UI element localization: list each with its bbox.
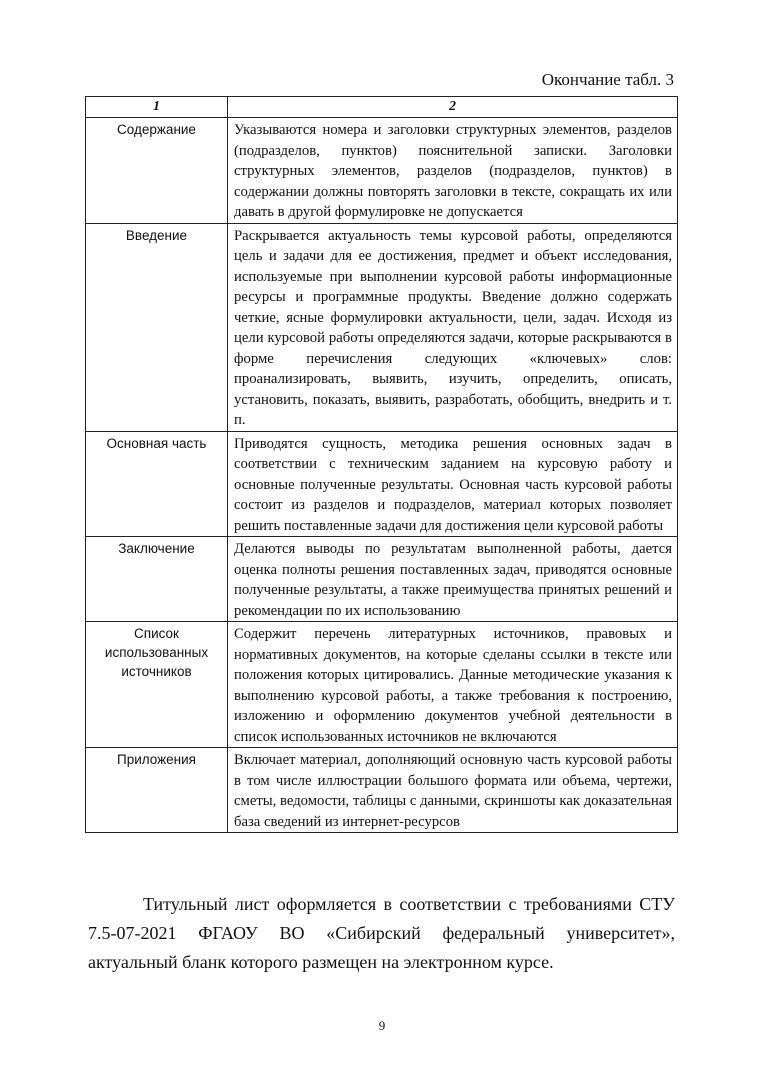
column-header: 2: [228, 97, 678, 118]
section-description: Содержит перечень литературных источников, правовых и нормативных документов, на которые сделаны ссылки в тексте или положения которых цитировались. Данные методические указания к выполнению курсовой работы, а также требования к построению, изложению и оформлению документов учебной деятельности в список использованных источников не включаются: [228, 622, 678, 748]
section-name: Список использованных источников: [86, 622, 228, 748]
section-name: Заключение: [86, 537, 228, 622]
section-description: Делаются выводы по результатам выполненной работы, дается оценка полноты решения поставленных задач, приводятся основные полученные результаты, а также преимущества принятых решений и рекомендации по их использованию: [228, 537, 678, 622]
section-description: Включает материал, дополняющий основную часть курсовой работы в том числе иллюстрации большого формата или объема, чертежи, сметы, ведомости, таблицы с данными, скриншоты как доказательная база сведений из интернет-ресурсов: [228, 748, 678, 833]
table-row: [86, 431, 678, 537]
table-header-row: [86, 97, 678, 118]
body-paragraph: Титульный лист оформляется в соответствии с требованиями СТУ 7.5-07-2021 ФГАОУ ВО «Сибирский федеральный университет», актуальный бланк которого размещен на электронном курсе.: [88, 894, 675, 972]
section-description: Раскрывается актуальность темы курсовой работы, определяются цель и задачи для ее достижения, предмет и объект исследования, используемые при выполнении курсовой работы информационные ресурсы и программные продукты. Введение должно содержать четкие, ясные формулировки актуальности, цели, задач. Исходя из цели курсовой работы определяются задачи, которые раскрываются в форме перечисления следующих «ключевых» слов: проанализировать, выявить, изучить, определить, описать, установить, показать, выявить, разработать, обобщить, внедрить и т. п.: [228, 223, 678, 431]
section-description: Указываются номера и заголовки структурных элементов, разделов (подразделов, пунктов) пояснительной записки. Заголовки структурных элементов, разделов (подразделов, пунктов) в содержании должны повторять заголовки в тексте, сокращать их или давать в другой формулировке не допускается: [228, 118, 678, 224]
section-name: Основная часть: [86, 431, 228, 537]
column-header: 1: [86, 97, 228, 118]
document-table: [85, 96, 678, 833]
table-row: [86, 537, 678, 622]
section-description: Приводятся сущность, методика решения основных задач в соответствии с техническим заданием на курсовую работу и основные полученные результаты. Основная часть курсовой работы состоит из разделов и подразделов, материал которых позволяет решить поставленные задачи для достижения цели курсовой работы: [228, 431, 678, 537]
table-row: [86, 622, 678, 748]
section-name: Содержание: [86, 118, 228, 224]
table-row: [86, 118, 678, 224]
page-number: 9: [378, 1018, 386, 1033]
section-name: Приложения: [86, 748, 228, 833]
table-row: [86, 748, 678, 833]
section-name: Введение: [86, 223, 228, 431]
table-caption: Окончание табл. 3: [541, 70, 674, 89]
table-row: [86, 223, 678, 431]
